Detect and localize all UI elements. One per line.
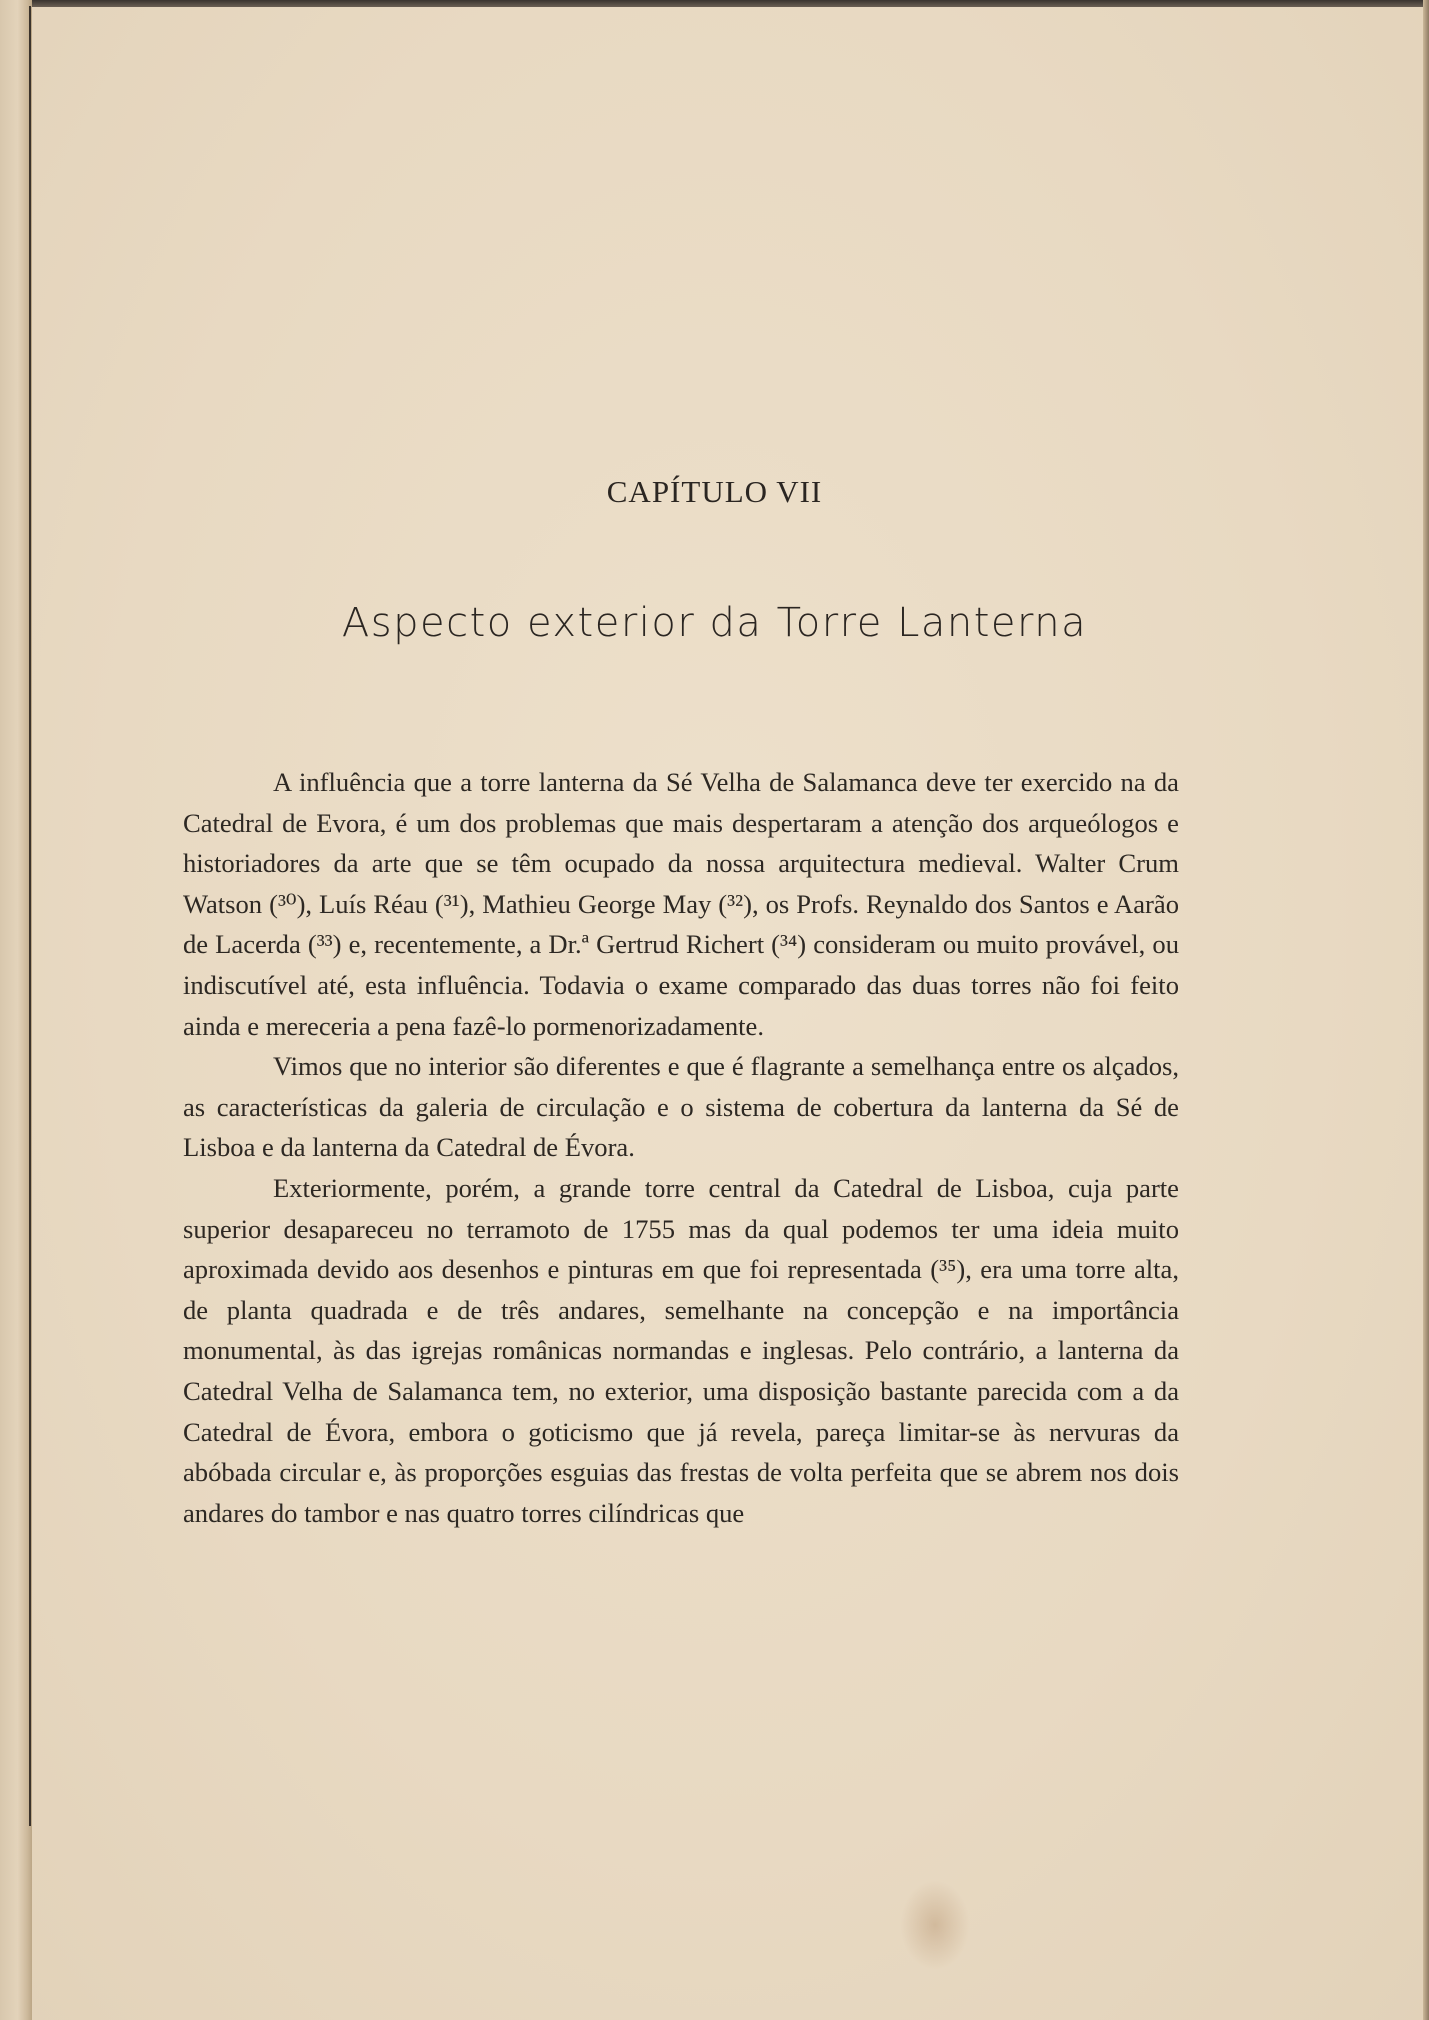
page-binding-edge [0, 0, 32, 2020]
paragraph: Vimos que no interior são diferentes e que é flagrante a semelhança entre os alçados, as características da galeria de circulação e o sistema de cobertura da lanterna da Sé de Lisboa e da lanterna da Catedral de Évora. [183, 1051, 1179, 1163]
chapter-title: Aspecto exterior da Torre Lanterna [341, 600, 1088, 646]
paragraph: Exteriormente, porém, a grande torre central da Catedral de Lisboa, cuja parte superior desapareceu no terramoto de 1755 mas da qual podemos ter uma ideia muito aproximada devido aos desenhos e pinturas em que foi representada (³⁵), era uma torre alta, de planta quadrada e de três andares, semelhante na concepção e na importância monumental, às das igrejas românicas normandas e inglesas. Pelo contrário, a lanterna da Catedral Velha de Salamanca tem, no exterior, uma disposição bastante parecida com a da Catedral de Évora, embora o goticismo que já revela, pareça limitar-se às nervuras da abóbada circular e, às proporções esguias das frestas de volta perfeita que se abrem nos dois andares do tambor e nas quatro torres cilíndricas que [183, 1172, 1179, 1528]
binding-line [29, 6, 31, 1826]
body-text [183, 762, 1179, 1533]
right-page-edge [1423, 0, 1429, 2020]
top-edge-shadow [0, 0, 1429, 7]
paper-stain [900, 1880, 970, 1970]
paragraph: A influência que a torre lanterna da Sé Velha de Salamanca deve ter exercido na da Catedral de Evora, é um dos problemas que mais despertaram a atenção dos arqueólogos e historiadores da arte que se têm ocupado da nossa arquitectura medieval. Walter Crum Watson (³⁰), Luís Réau (³¹), Mathieu George May (³²), os Profs. Reynaldo dos Santos e Aarão de Lacerda (³³) e, recentemente, a Dr.ª Gertrud Richert (³⁴) consideram ou muito provável, ou indiscutível até, esta influência. Todavia o exame comparado das duas torres não foi feito ainda e mereceria a pena fazê-lo pormenorizadamente. [183, 767, 1179, 1041]
chapter-heading: CAPÍTULO VII [606, 474, 823, 509]
